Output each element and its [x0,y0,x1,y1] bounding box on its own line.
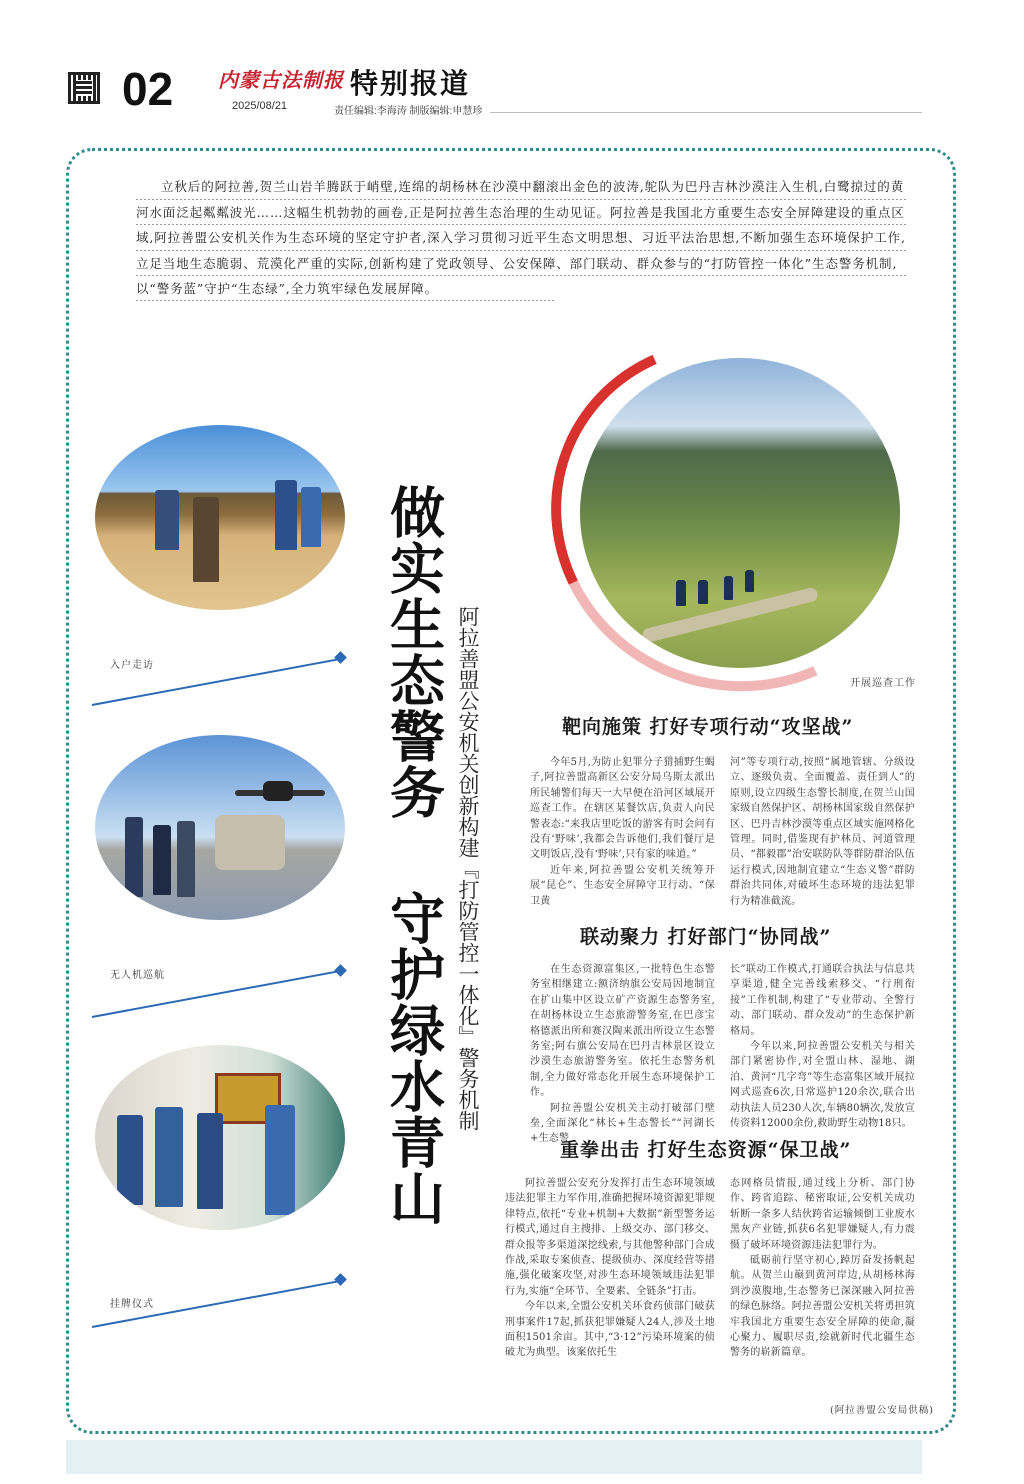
bottom-band [66,1440,922,1474]
photo-plaque-ceremony [95,1045,345,1230]
paragraph: 今年5月,为防止犯罪分子猎捕野生蝎子,阿拉善盟高新区公安分局乌斯太派出所民辅警们每天一大早便在沿河区域展开巡查工作。在辖区某餐饮店,负责人向民警表态:“来我店里吃饭的游客有时会问有没有‘野味’,我都会告诉他们,我们餐厅是文明饭店,没有‘野味’,只有家的味道。” [530,757,715,861]
headline-line1: 做实生态警务 [381,484,446,820]
headline-line2: 守护绿水青山 [381,890,446,1226]
section3-col1 [505,1176,715,1361]
intro-rule [136,250,908,251]
section2-col1 [530,962,715,1147]
paragraph: 今年以来,阿拉善盟公安机关与相关部门紧密协作,对全盟山林、湿地、湖泊、黄河“几字弯”等生态富集区域开展拉网式巡查6次,日常巡护120余次,联合出动执法人员230人次,车辆80辆次,发放宣传资料12000余份,救助野生动物18只。 [730,1041,915,1130]
header-rule [490,112,922,113]
paragraph: 近年来,阿拉善盟公安机关统筹开展“昆仑”、生态安全屏障守卫行动、“保卫黄 [530,864,715,907]
paragraph: 今年以来,全盟公安机关环食药侦部门破获刑事案件17起,抓获犯罪嫌疑人24人,涉及土地面积1501余亩。其中,“3·12”污染环境案的侦破尤为典型。该案依托生 [505,1301,715,1359]
section1-col2 [730,755,915,909]
photo-patrol-work [580,358,900,668]
intro-paragraph: 立秋后的阿拉善,贺兰山岩羊腾跃于峭壁,连绵的胡杨林在沙漠中翻滚出金色的波涛,鸵队为巴丹吉林沙漠注入生机,白鹭掠过的黄河水面泛起粼粼波光……这幅生机勃勃的画卷,正是阿拉善生态治理的生动见证。阿拉善是我国北方重要生态安全屏障建设的重点区域,阿拉善盟公安机关作为生态环境的坚定守护者,深入学习贯彻习近平生态文明思想、习近平法治思想,不断加强生态环境保护工作,立足当地生态脆弱、荒漠化严重的实际,创新构建了党政领导、公安保障、部门联动、群众参与的“打防管控一体化”生态警务机制,以“警务蓝”守护“生态绿”,全力筑牢绿色发展屏障。 [136,179,906,296]
section3-heading: 重拳出击 打好生态资源“保卫战” [560,1139,852,1161]
newspaper-logo: 内蒙古法制报 [218,68,344,92]
intro-rule [136,300,556,301]
caption-photo1: 入户走访 [110,660,154,671]
paragraph: 阿拉善盟公安机关主动打破部门壁垒,全面深化“林长+生态警长”“河湖长+生态警 [530,1102,715,1145]
caption-photo3: 挂牌仪式 [110,1299,154,1310]
caption-photo4: 开展巡查工作 [850,678,916,689]
paragraph: 河”等专项行动,按照“属地管辖、分级设立、逐级负责、全面覆盖、责任到人”的原则,设立四级生态警长制度,在贺兰山国家级自然保护区、胡杨林国家级自然保护区、巴丹吉林沙漠等重点区域实施网格化管理。同时,借鉴现有护林员、河道管理员、“都毅郡”治安联防队等群防群治队伍运行模式,因地制宜建立“生态义警”群防群治共同体,对破坏生态环境的违法犯罪行为精准截流。 [730,757,915,907]
section1-heading: 靶向施策 打好专项行动“攻坚战” [562,716,854,738]
intro-rule [136,275,908,276]
paragraph: 态网格员情报,通过线上分析、部门协作、跨省追踪、秘密取证,公安机关成功斩断一条多人结伙跨省运输倾倒工业废水黑灰产业链,抓获6名犯罪嫌疑人,有力震慑了破坏环境资源违法犯罪行为。 [730,1178,915,1251]
qr-code [68,72,100,104]
section2-col2 [730,962,915,1131]
editor-credits: 责任编辑:李海涛 制版编辑:申慧珍 [334,106,483,117]
paragraph: 长”联动工作模式,打通联合执法与信息共享渠道,健全完善线索移交、“行刑衔接”工作机制,构建了“专业带动、全警行动、部门联动、群众发动”的生态保护新格局。 [730,964,915,1037]
paragraph: 砥砺前行坚守初心,踔厉奋发扬帆起航。从贺兰山巅到黄河岸边,从胡杨林海到沙漠腹地,生态警务已深深融入阿拉善的绿色脉络。阿拉善盟公安机关将勇担筑牢我国北方重要生态安全屏障的使命,凝心聚力、履职尽责,绘就新时代北疆生态警务的崭新篇章。 [730,1255,915,1359]
intro-rule [136,224,908,225]
paragraph: 阿拉善盟公安充分发挥打击生态环境领域违法犯罪主力军作用,准确把握环境资源犯罪规律特点,依托“专业+机制+大数据”新型警务运行模式,通过自主搜排、上级交办、部门移交、群众报等多渠道深挖线索,与其他警种部门合成作战,采取专案侦查、提级侦办、深度经营等措施,强化破案攻坚,对涉生态环境领域违法犯罪行为,实施“全环节、全要素、全链条”打击。 [505,1178,715,1297]
article-credit: (阿拉善盟公安局供稿) [830,1405,934,1416]
issue-date: 2025/08/21 [232,100,288,112]
section-title: 特别报道 [350,67,471,100]
paragraph: 在生态资源富集区,一批特色生态警务室相继建立:额济纳旗公安局因地制宜在扩山集中区设立矿产资源生态警务室,在胡杨林设立生态旅游警务室,在巴彦宝格德派出所和赛汉陶来派出所设立生态警务室;阿右旗公安局在巴丹吉林景区设立沙漠生态旅游警务室。依托生态警务机制,全力做好常态化开展生态环境保护工作。 [530,964,715,1099]
photo-drone-patrol [95,735,345,920]
intro-rule [136,199,908,200]
headline-subtitle: 阿拉善盟公安机关创新构建『打防管控一体化』警务机制 [456,606,479,1131]
photo-home-visit [95,425,345,610]
page-number: 02 [122,63,174,115]
caption-photo2: 无人机巡航 [110,970,165,981]
section3-col2 [730,1176,915,1361]
section2-heading: 联动聚力 打好部门“协同战” [580,926,832,948]
section1-col1 [530,755,715,909]
